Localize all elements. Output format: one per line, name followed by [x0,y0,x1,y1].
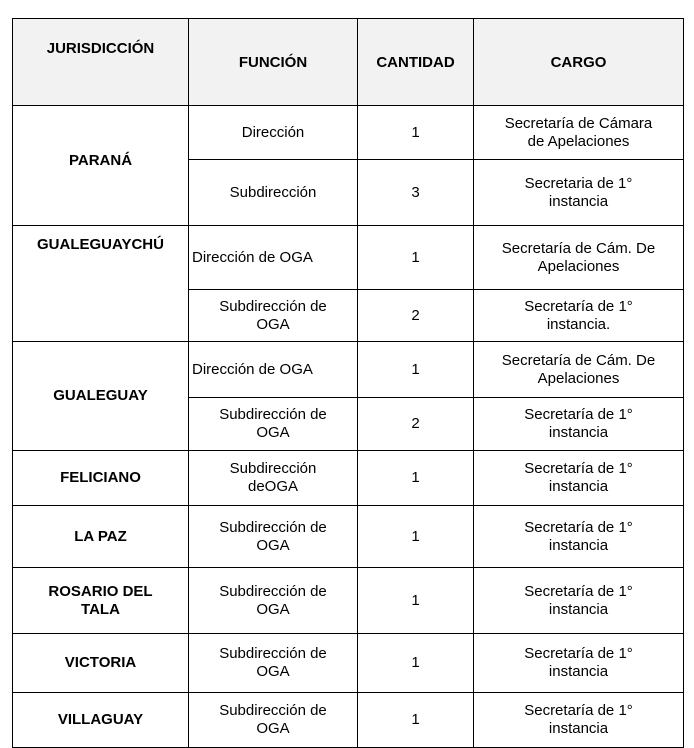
cargo-line: Secretaria de 1° [524,174,633,192]
funcion-line: Subdirección de [219,406,327,423]
funcion-cell [189,290,358,342]
cargo-line: instancia [548,536,609,554]
table-row [13,342,684,398]
funcion-line: deOGA [247,478,299,495]
funcion-cell [189,693,358,748]
funcion-cell: Subdirección [189,160,358,226]
funcion-cell: Dirección de OGA [189,342,358,398]
cargo-line: Secretaría de Cámara [504,114,653,132]
cargo-line: Secretaría de 1° [524,460,633,477]
funcion-cell [189,506,358,568]
table-row [13,634,684,693]
cargo-line: Apelaciones [537,257,620,275]
cantidad-cell: 1 [358,634,474,693]
cargo-cell [474,506,684,568]
funcion-line: OGA [256,315,290,333]
cargo-line: Secretaría de 1° [524,518,633,536]
table-row [13,106,684,160]
cargo-line: instancia [548,720,609,737]
funcion-line: OGA [256,536,290,554]
funcion-cell [189,568,358,634]
cargo-cell [474,634,684,693]
cargo-cell [474,398,684,451]
cantidad-cell: 1 [358,568,474,634]
jurisdiccion-line: ROSARIO DEL [48,582,153,600]
cargo-cell [474,342,684,398]
table-row [13,568,684,634]
cantidad-cell: 1 [358,506,474,568]
funcion-line: OGA [256,663,290,680]
cargo-line: Secretaría de 1° [524,297,633,315]
cargo-line: instancia [548,663,609,680]
cantidad-cell: 3 [358,160,474,226]
funcion-cell [189,398,358,451]
cargo-cell [474,290,684,342]
cargo-cell [474,693,684,748]
funcion-line: Subdirección de [219,582,327,600]
funcion-line: Subdirección de [219,702,327,719]
funcion-cell [189,634,358,693]
funcion-line: OGA [256,600,290,618]
cargo-cell [474,568,684,634]
header-row [13,19,684,106]
cargo-line: instancia. [546,315,611,333]
cantidad-cell: 1 [358,693,474,748]
cantidad-cell: 2 [358,290,474,342]
cargo-line: Secretaría de Cám. De [501,239,656,257]
jurisdiccion-cell: VILLAGUAY [13,693,189,748]
cargo-line: instancia [548,478,609,495]
jurisdiccion-cell: PARANÁ [13,106,189,226]
cargo-cell [474,226,684,290]
cargo-line: Secretaría de 1° [524,406,633,423]
funcion-cell: Dirección [189,106,358,160]
cargo-line: Secretaría de 1° [524,702,633,719]
funcion-line: OGA [256,424,290,441]
table-row [13,451,684,506]
cargo-cell [474,160,684,226]
funcion-line: Subdirección de [219,645,327,662]
cargo-line: instancia [548,192,609,210]
cantidad-cell: 1 [358,226,474,290]
cargo-line: de Apelaciones [527,132,630,150]
cargo-line: instancia [548,600,609,618]
cargo-cell [474,106,684,160]
header-funcion: FUNCIÓN [189,19,358,106]
jurisdiccion-cell: GUALEGUAYCHÚ [13,226,189,342]
header-jurisdiccion: JURISDICCIÓN [13,19,189,106]
funcion-cell [189,451,358,506]
cargo-line: Secretaría de Cám. De [501,351,656,369]
jurisdiccion-cell: VICTORIA [13,634,189,693]
jurisdiccion-line: TALA [81,600,120,618]
cargo-line: Secretaría de 1° [524,582,633,600]
table-row [13,693,684,748]
table-row [13,506,684,568]
funcion-cell: Dirección de OGA [189,226,358,290]
jurisdiccion-cell: FELICIANO [13,451,189,506]
cargo-line: instancia [548,424,609,441]
funcion-line: OGA [256,720,290,737]
funcion-line: Subdirección [229,460,317,477]
cantidad-cell: 1 [358,342,474,398]
funcion-line: Subdirección de [219,297,327,315]
jurisdiccion-cell: LA PAZ [13,506,189,568]
jurisdiccion-cell: GUALEGUAY [13,342,189,451]
cargo-cell [474,451,684,506]
cantidad-cell: 2 [358,398,474,451]
cantidad-cell: 1 [358,451,474,506]
jurisdiction-table [12,18,684,748]
jurisdiccion-cell [13,568,189,634]
header-cargo: CARGO [474,19,684,106]
funcion-line: Subdirección de [219,518,327,536]
cargo-line: Secretaría de 1° [524,645,633,662]
cargo-line: Apelaciones [537,369,620,387]
cantidad-cell: 1 [358,106,474,160]
table-row [13,226,684,290]
header-cantidad: CANTIDAD [358,19,474,106]
